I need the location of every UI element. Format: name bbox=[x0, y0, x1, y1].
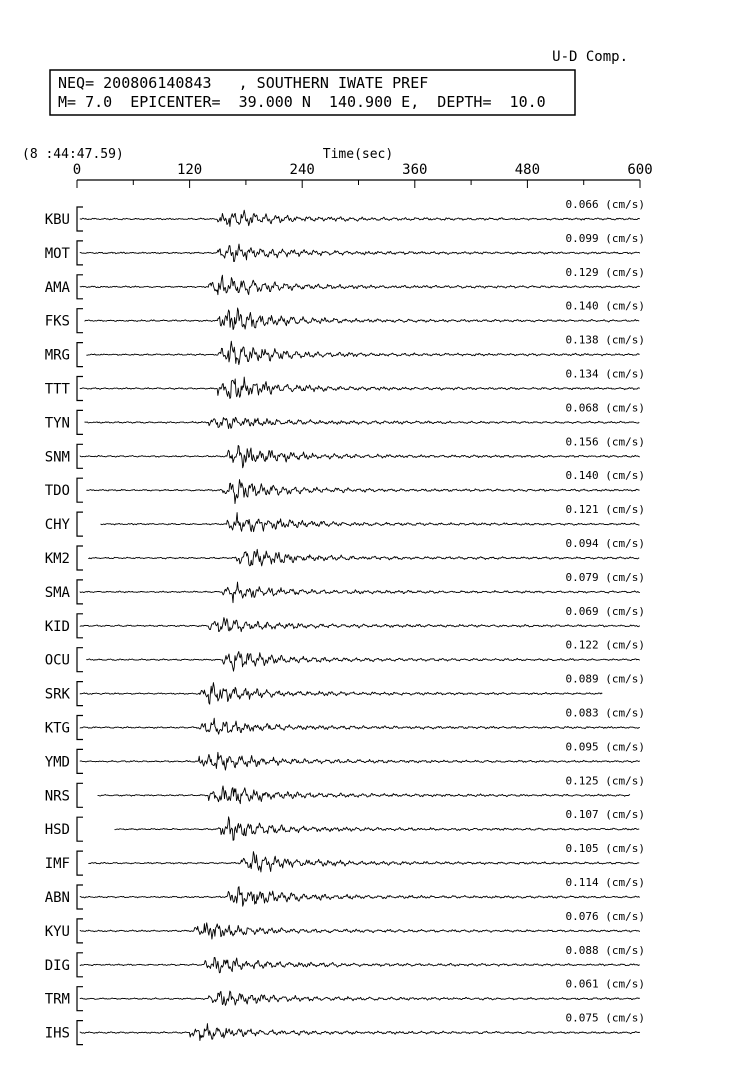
station-label: MOT bbox=[44, 245, 70, 262]
waveform-line bbox=[80, 752, 640, 770]
trace-bracket bbox=[77, 512, 83, 536]
max-amplitude-label: 0.156 (cm/s) bbox=[565, 435, 645, 449]
max-amplitude-label: 0.061 (cm/s) bbox=[565, 977, 645, 991]
max-amplitude-label: 0.105 (cm/s) bbox=[565, 842, 645, 856]
trace-bracket bbox=[77, 546, 83, 570]
station-trace-tyn bbox=[45, 401, 645, 434]
max-amplitude-label: 0.140 (cm/s) bbox=[565, 469, 645, 483]
waveform-line bbox=[98, 786, 630, 804]
station-trace-mot bbox=[45, 232, 645, 265]
trace-bracket bbox=[77, 851, 83, 875]
max-amplitude-label: 0.129 (cm/s) bbox=[565, 265, 645, 279]
waveform-line bbox=[80, 210, 640, 226]
x-tick-label: 480 bbox=[514, 162, 541, 178]
station-trace-ttt bbox=[45, 368, 645, 401]
waveform-line bbox=[115, 817, 640, 841]
station-trace-snm bbox=[45, 435, 645, 468]
waveform-line bbox=[85, 308, 640, 330]
station-label: YMD bbox=[44, 754, 70, 771]
station-label: KTG bbox=[44, 720, 70, 737]
waveform-line bbox=[80, 958, 640, 973]
station-label: KBU bbox=[44, 212, 70, 228]
station-trace-sma bbox=[45, 571, 645, 604]
trace-bracket bbox=[77, 478, 83, 502]
station-trace-srk bbox=[45, 673, 645, 706]
max-amplitude-label: 0.066 (cm/s) bbox=[565, 198, 645, 211]
max-amplitude-label: 0.095 (cm/s) bbox=[565, 740, 645, 754]
waveform-line bbox=[80, 991, 640, 1005]
station-label: TYN bbox=[44, 415, 70, 432]
time-axis bbox=[73, 162, 653, 188]
waveform-line bbox=[86, 480, 639, 504]
max-amplitude-label: 0.121 (cm/s) bbox=[565, 503, 645, 517]
max-amplitude-label: 0.088 (cm/s) bbox=[565, 943, 645, 957]
header-line-1: NEQ= 200806140843 , SOUTHERN IWATE PREF bbox=[58, 74, 429, 92]
x-tick-label: 120 bbox=[176, 162, 203, 178]
station-trace-ymd bbox=[45, 740, 645, 773]
waveform-line bbox=[80, 683, 603, 705]
station-label: SRK bbox=[44, 686, 70, 703]
station-trace-kid bbox=[45, 605, 645, 638]
station-label: KM2 bbox=[44, 551, 70, 567]
max-amplitude-label: 0.094 (cm/s) bbox=[565, 537, 645, 550]
waveform-line bbox=[80, 582, 640, 603]
station-label: IMF bbox=[44, 856, 70, 873]
station-trace-dig bbox=[45, 944, 645, 977]
station-label: SMA bbox=[44, 584, 70, 601]
trace-bracket bbox=[77, 783, 83, 807]
waveform-line bbox=[85, 417, 640, 428]
station-label: FKS bbox=[44, 313, 70, 330]
station-label: MRG bbox=[44, 347, 70, 364]
waveform-line bbox=[88, 549, 639, 566]
max-amplitude-label: 0.083 (cm/s) bbox=[565, 706, 645, 720]
x-tick-label: 0 bbox=[72, 162, 82, 178]
station-label: IHS bbox=[44, 1025, 70, 1042]
station-trace-kbu bbox=[45, 198, 645, 231]
station-label: KYU bbox=[44, 923, 70, 940]
station-trace-imf bbox=[45, 842, 645, 875]
header-line-2: M= 7.0 EPICENTER= 39.000 N 140.900 E, DEPTH= 10.0 bbox=[58, 93, 546, 111]
max-amplitude-label: 0.069 (cm/s) bbox=[565, 604, 645, 618]
station-label: AMA bbox=[44, 279, 70, 296]
max-amplitude-label: 0.068 (cm/s) bbox=[565, 401, 645, 415]
waveform-line bbox=[80, 718, 640, 734]
waveform-line bbox=[80, 377, 640, 398]
max-amplitude-label: 0.125 (cm/s) bbox=[565, 774, 645, 788]
waveform-line bbox=[86, 341, 639, 364]
station-trace-hsd bbox=[45, 808, 645, 841]
station-trace-ihs bbox=[45, 1012, 645, 1045]
station-trace-mrg bbox=[45, 334, 645, 367]
station-trace-chy bbox=[45, 503, 645, 536]
waveform-line bbox=[80, 275, 640, 295]
waveform-line bbox=[80, 244, 640, 262]
station-label: TRM bbox=[44, 991, 70, 1008]
x-tick-label: 360 bbox=[402, 162, 428, 178]
trace-bracket bbox=[77, 648, 83, 672]
station-label: CHY bbox=[44, 517, 70, 534]
component-label: U-D Comp. bbox=[552, 49, 628, 65]
station-trace-ocu bbox=[45, 639, 645, 672]
station-trace-fks bbox=[45, 300, 645, 333]
x-tick-label: 240 bbox=[289, 162, 315, 178]
max-amplitude-label: 0.140 (cm/s) bbox=[565, 299, 645, 313]
station-trace-kyu bbox=[45, 910, 645, 943]
waveform-line bbox=[80, 887, 640, 907]
station-label: TTT bbox=[44, 381, 70, 398]
trace-bracket bbox=[77, 343, 83, 367]
station-trace-tdo bbox=[45, 469, 645, 503]
station-label: SNM bbox=[44, 449, 70, 466]
waveform-line bbox=[86, 652, 639, 672]
station-label: DIG bbox=[44, 957, 70, 974]
trace-bracket bbox=[77, 309, 83, 333]
trace-bracket bbox=[77, 410, 83, 434]
max-amplitude-label: 0.138 (cm/s) bbox=[565, 333, 645, 347]
station-trace-trm bbox=[45, 978, 645, 1011]
max-amplitude-label: 0.075 (cm/s) bbox=[565, 1011, 645, 1025]
max-amplitude-label: 0.122 (cm/s) bbox=[565, 638, 645, 652]
waveform-line bbox=[88, 852, 639, 872]
trace-bracket bbox=[77, 817, 83, 841]
max-amplitude-label: 0.079 (cm/s) bbox=[565, 570, 645, 584]
station-label: ABN bbox=[44, 890, 70, 906]
trace-bracket bbox=[77, 1021, 83, 1045]
station-label: TDO bbox=[44, 483, 70, 500]
max-amplitude-label: 0.089 (cm/s) bbox=[565, 672, 645, 686]
station-trace-ktg bbox=[45, 707, 645, 740]
station-label: HSD bbox=[44, 822, 70, 839]
waveform-line bbox=[80, 618, 640, 632]
traces bbox=[45, 198, 645, 1045]
waveform-line bbox=[80, 923, 640, 939]
station-trace-abn bbox=[45, 876, 645, 909]
x-tick-label: 600 bbox=[627, 162, 653, 178]
station-label: NRS bbox=[44, 788, 70, 805]
waveform-line bbox=[101, 513, 640, 532]
max-amplitude-label: 0.114 (cm/s) bbox=[565, 876, 645, 889]
start-time-label: (8 :44:47.59) bbox=[22, 147, 124, 162]
station-label: KID bbox=[44, 618, 70, 635]
max-amplitude-label: 0.076 (cm/s) bbox=[565, 909, 645, 923]
station-label: OCU bbox=[44, 652, 70, 669]
station-trace-km2 bbox=[45, 537, 645, 570]
max-amplitude-label: 0.099 (cm/s) bbox=[565, 231, 645, 245]
station-trace-ama bbox=[45, 266, 645, 299]
x-axis-label: Time(sec) bbox=[322, 147, 394, 162]
waveform-line bbox=[80, 445, 640, 467]
waveform-line bbox=[80, 1024, 640, 1041]
max-amplitude-label: 0.107 (cm/s) bbox=[565, 808, 645, 822]
station-trace-nrs bbox=[45, 774, 645, 807]
max-amplitude-label: 0.134 (cm/s) bbox=[565, 367, 645, 381]
